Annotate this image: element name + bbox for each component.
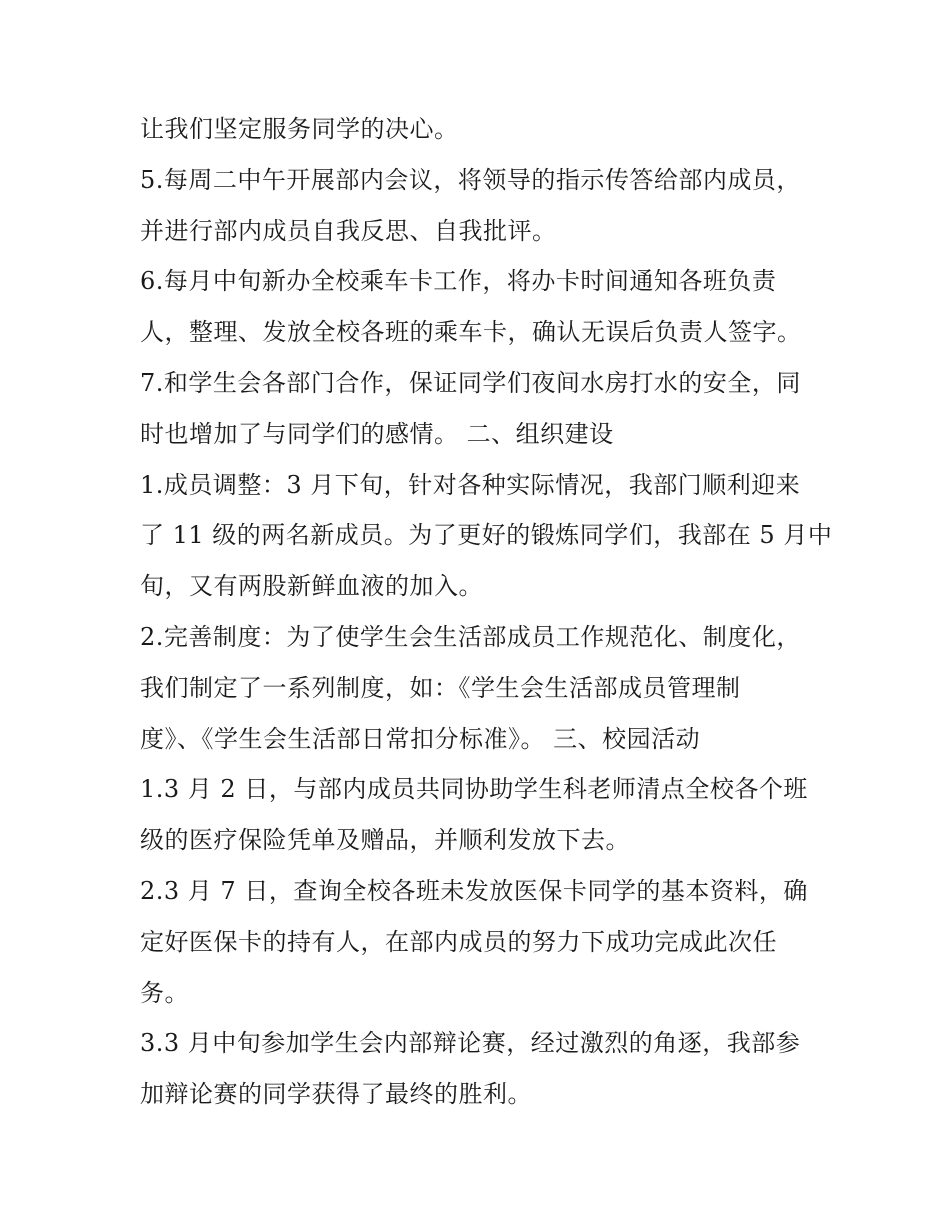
text-line: 5.每周二中午开展部内会议，将领导的指示传答给部内成员， [140, 165, 801, 194]
text-line: 务。 [140, 978, 189, 1007]
text-line: 加辩论赛的同学获得了最终的胜利。 [140, 1080, 532, 1109]
text-line: 6.每月中旬新办全校乘车卡工作，将办卡时间通知各班负责 [140, 267, 777, 296]
text-line: 了 11 级的两名新成员。为了更好的锻炼同学们，我部在 5 月中 [140, 521, 833, 550]
text-line: 度》、《学生会生活部日常扣分标准》。 三、校园活动 [140, 724, 701, 753]
text-line: 级的医疗保险凭单及赠品，并顺利发放下去。 [140, 826, 630, 855]
text-line: 时也增加了与同学们的感情。 二、组织建设 [140, 419, 614, 448]
text-line: 3.3 月中旬参加学生会内部辩论赛，经过激烈的角逐，我部参 [140, 1029, 801, 1058]
text-line: 并进行部内成员自我反思、自我批评。 [140, 216, 557, 245]
text-line: 定好医保卡的持有人，在部内成员的努力下成功完成此次任 [140, 927, 777, 956]
text-line: 2.3 月 7 日，查询全校各班未发放医保卡同学的基本资料，确 [140, 876, 808, 905]
text-line: 1.成员调整：3 月下旬，针对各种实际情况，我部门顺利迎来 [140, 470, 801, 499]
text-line: 人，整理、发放全校各班的乘车卡，确认无误后负责人签字。 [140, 318, 802, 347]
text-line: 1.3 月 2 日，与部内成员共同协助学生科老师清点全校各个班 [140, 775, 808, 804]
text-line: 旬，又有两股新鲜血液的加入。 [140, 572, 483, 601]
text-line: 我们制定了一系列制度，如：《学生会生活部成员管理制 [140, 673, 741, 702]
text-line: 7.和学生会各部门合作，保证同学们夜间水房打水的安全，同 [140, 368, 801, 397]
body-text [140, 104, 833, 1120]
text-line: 2.完善制度：为了使学生会生活部成员工作规范化、制度化， [140, 622, 801, 651]
text-line: 让我们坚定服务同学的决心。 [140, 115, 459, 143]
